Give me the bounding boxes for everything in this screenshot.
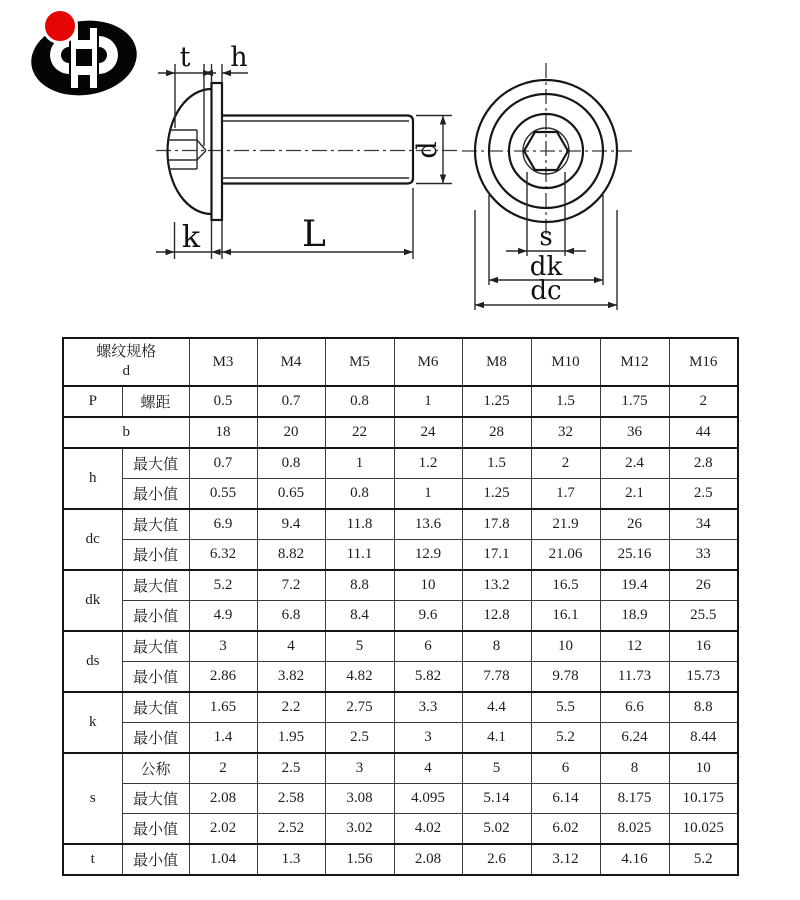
spec-value-cell: 0.7 [189, 448, 257, 479]
spec-value-cell: 0.5 [189, 386, 257, 417]
header-size-m3: M3 [189, 338, 257, 386]
param-label-b: b [63, 417, 189, 448]
spec-value-cell: 0.7 [257, 386, 325, 417]
spec-value-cell: 2.52 [257, 814, 325, 845]
spec-value-cell: 8.82 [257, 540, 325, 571]
header-size-m12: M12 [600, 338, 669, 386]
row-type-label: 最大值 [122, 448, 189, 479]
dim-label-t: t [179, 42, 191, 73]
spec-value-cell: 2.75 [325, 692, 394, 723]
spec-value-cell: 0.8 [257, 448, 325, 479]
row-type-label: 最大值 [122, 784, 189, 814]
spec-value-cell: 4.82 [325, 662, 394, 693]
spec-value-cell: 6.8 [257, 601, 325, 632]
spec-value-cell: 6.24 [600, 723, 669, 754]
spec-value-cell: 11.1 [325, 540, 394, 571]
spec-value-cell: 1.25 [462, 479, 531, 510]
row-type-label: 最大值 [122, 509, 189, 540]
dim-label-h: h [230, 42, 248, 73]
spec-value-cell: 1 [325, 448, 394, 479]
spec-value-cell: 1.2 [394, 448, 462, 479]
spec-value-cell: 1.75 [600, 386, 669, 417]
spec-value-cell: 1.5 [462, 448, 531, 479]
spec-value-cell: 10.025 [669, 814, 738, 845]
row-type-label: 最小值 [122, 814, 189, 845]
spec-value-cell: 4 [257, 631, 325, 662]
spec-value-cell: 2.8 [669, 448, 738, 479]
row-type-label: 最小值 [122, 723, 189, 754]
header-size-m10: M10 [531, 338, 600, 386]
spec-value-cell: 5.2 [189, 570, 257, 601]
side-view [156, 42, 458, 259]
row-type-label: 最小值 [122, 479, 189, 510]
spec-value-cell: 9.78 [531, 662, 600, 693]
spec-value-cell: 1 [394, 386, 462, 417]
param-label-t: t [63, 844, 122, 875]
spec-value-cell: 24 [394, 417, 462, 448]
header-thread-spec [63, 338, 189, 386]
spec-value-cell: 8.175 [600, 784, 669, 814]
spec-value-cell: 6.02 [531, 814, 600, 845]
spec-value-cell: 0.55 [189, 479, 257, 510]
spec-value-cell: 0.8 [325, 386, 394, 417]
spec-value-cell: 8.8 [669, 692, 738, 723]
spec-value-cell: 6.6 [600, 692, 669, 723]
spec-value-cell: 16 [669, 631, 738, 662]
spec-value-cell: 2 [531, 448, 600, 479]
spec-value-cell: 3.3 [394, 692, 462, 723]
spec-value-cell: 10 [669, 753, 738, 784]
spec-value-cell: 4 [394, 753, 462, 784]
spec-value-cell: 28 [462, 417, 531, 448]
spec-value-cell: 32 [531, 417, 600, 448]
spec-value-cell: 44 [669, 417, 738, 448]
spec-value-cell: 8.8 [325, 570, 394, 601]
param-label-dc: dc [63, 509, 122, 570]
spec-value-cell: 3.02 [325, 814, 394, 845]
row-type-label: 最大值 [122, 570, 189, 601]
spec-value-cell: 2 [669, 386, 738, 417]
spec-value-cell: 25.5 [669, 601, 738, 632]
row-type-label: 公称 [122, 753, 189, 784]
spec-value-cell: 4.02 [394, 814, 462, 845]
spec-value-cell: 4.16 [600, 844, 669, 875]
spec-value-cell: 1.04 [189, 844, 257, 875]
spec-value-cell: 15.73 [669, 662, 738, 693]
spec-value-cell: 13.2 [462, 570, 531, 601]
spec-value-cell: 26 [669, 570, 738, 601]
spec-value-cell: 2.6 [462, 844, 531, 875]
spec-value-cell: 2.5 [669, 479, 738, 510]
spec-value-cell: 3 [394, 723, 462, 754]
spec-value-cell: 5 [462, 753, 531, 784]
end-view [462, 63, 632, 310]
spec-value-cell: 22 [325, 417, 394, 448]
param-label-P: P [63, 386, 122, 417]
spec-value-cell: 2.08 [394, 844, 462, 875]
row-type-label: 最小值 [122, 844, 189, 875]
spec-value-cell: 12.8 [462, 601, 531, 632]
dim-label-dc: dc [530, 276, 562, 306]
spec-value-cell: 17.8 [462, 509, 531, 540]
spec-value-cell: 1.4 [189, 723, 257, 754]
spec-value-cell: 5.14 [462, 784, 531, 814]
dim-label-dk: dk [529, 252, 563, 282]
spec-value-cell: 0.65 [257, 479, 325, 510]
spec-value-cell: 26 [600, 509, 669, 540]
spec-value-cell: 2.5 [325, 723, 394, 754]
spec-value-cell: 11.8 [325, 509, 394, 540]
spec-value-cell: 1.95 [257, 723, 325, 754]
spec-value-cell: 36 [600, 417, 669, 448]
spec-value-cell: 18 [189, 417, 257, 448]
header-size-m16: M16 [669, 338, 738, 386]
spec-value-cell: 2.08 [189, 784, 257, 814]
row-type-label: 最小值 [122, 540, 189, 571]
spec-value-cell: 5.02 [462, 814, 531, 845]
header-size-m6: M6 [394, 338, 462, 386]
spec-value-cell: 16.5 [531, 570, 600, 601]
dim-label-d: d [412, 141, 443, 159]
spec-value-cell: 1.7 [531, 479, 600, 510]
spec-value-cell: 9.6 [394, 601, 462, 632]
spec-value-cell: 21.06 [531, 540, 600, 571]
spec-value-cell: 3 [189, 631, 257, 662]
spec-value-cell: 6.14 [531, 784, 600, 814]
spec-value-cell: 4.9 [189, 601, 257, 632]
spec-value-cell: 1.56 [325, 844, 394, 875]
spec-value-cell: 3 [325, 753, 394, 784]
spec-value-cell: 3.12 [531, 844, 600, 875]
spec-value-cell: 5 [325, 631, 394, 662]
spec-value-cell: 7.78 [462, 662, 531, 693]
spec-value-cell: 2.5 [257, 753, 325, 784]
spec-value-cell: 2.2 [257, 692, 325, 723]
spec-value-cell: 6 [531, 753, 600, 784]
spec-value-cell: 5.2 [531, 723, 600, 754]
spec-value-cell: 6 [394, 631, 462, 662]
param-label-k: k [63, 692, 122, 753]
spec-value-cell: 1.3 [257, 844, 325, 875]
spec-value-cell: 20 [257, 417, 325, 448]
dim-label-k: k [181, 220, 201, 255]
spec-value-cell: 8 [600, 753, 669, 784]
spec-value-cell: 1.25 [462, 386, 531, 417]
spec-value-cell: 5.5 [531, 692, 600, 723]
spec-value-cell: 10 [531, 631, 600, 662]
dim-label-s: s [539, 222, 553, 252]
spec-value-cell: 33 [669, 540, 738, 571]
spec-value-cell: 8 [462, 631, 531, 662]
spec-table-container [62, 337, 739, 876]
spec-value-cell: 25.16 [600, 540, 669, 571]
row-type-label: 最小值 [122, 601, 189, 632]
spec-value-cell: 18.9 [600, 601, 669, 632]
spec-value-cell: 1.5 [531, 386, 600, 417]
row-type-label: 螺距 [122, 386, 189, 417]
spec-value-cell: 5.2 [669, 844, 738, 875]
spec-value-cell: 8.4 [325, 601, 394, 632]
row-type-label: 最大值 [122, 631, 189, 662]
spec-value-cell: 2.58 [257, 784, 325, 814]
row-type-label: 最小值 [122, 662, 189, 693]
spec-value-cell: 6.32 [189, 540, 257, 571]
spec-value-cell: 2.02 [189, 814, 257, 845]
header-size-m4: M4 [257, 338, 325, 386]
spec-value-cell: 2 [189, 753, 257, 784]
spec-value-cell: 16.1 [531, 601, 600, 632]
header-size-m8: M8 [462, 338, 531, 386]
spec-value-cell: 9.4 [257, 509, 325, 540]
spec-value-cell: 13.6 [394, 509, 462, 540]
spec-value-cell: 11.73 [600, 662, 669, 693]
param-label-ds: ds [63, 631, 122, 692]
spec-value-cell: 12.9 [394, 540, 462, 571]
param-label-s: s [63, 753, 122, 844]
spec-value-cell: 8.025 [600, 814, 669, 845]
spec-value-cell: 7.2 [257, 570, 325, 601]
header-size-m5: M5 [325, 338, 394, 386]
spec-value-cell: 5.82 [394, 662, 462, 693]
spec-value-cell: 19.4 [600, 570, 669, 601]
spec-value-cell: 6.9 [189, 509, 257, 540]
screw-dimension-table [62, 337, 739, 876]
row-type-label: 最大值 [122, 692, 189, 723]
spec-value-cell: 3.82 [257, 662, 325, 693]
spec-value-cell: 4.4 [462, 692, 531, 723]
spec-value-cell: 4.1 [462, 723, 531, 754]
spec-value-cell: 17.1 [462, 540, 531, 571]
technical-drawing [0, 0, 800, 332]
spec-value-cell: 1.65 [189, 692, 257, 723]
param-label-h: h [63, 448, 122, 509]
spec-value-cell: 3.08 [325, 784, 394, 814]
param-label-dk: dk [63, 570, 122, 631]
spec-value-cell: 2.1 [600, 479, 669, 510]
spec-value-cell: 2.86 [189, 662, 257, 693]
spec-value-cell: 10.175 [669, 784, 738, 814]
spec-value-cell: 34 [669, 509, 738, 540]
header-spec-label: 螺纹规格 [96, 344, 157, 361]
spec-value-cell: 4.095 [394, 784, 462, 814]
header-spec-sub: d [122, 363, 130, 379]
spec-value-cell: 12 [600, 631, 669, 662]
spec-value-cell: 2.4 [600, 448, 669, 479]
spec-value-cell: 10 [394, 570, 462, 601]
spec-value-cell: 1 [394, 479, 462, 510]
spec-value-cell: 21.9 [531, 509, 600, 540]
spec-value-cell: 0.8 [325, 479, 394, 510]
dim-label-L: L [302, 214, 326, 255]
spec-value-cell: 8.44 [669, 723, 738, 754]
